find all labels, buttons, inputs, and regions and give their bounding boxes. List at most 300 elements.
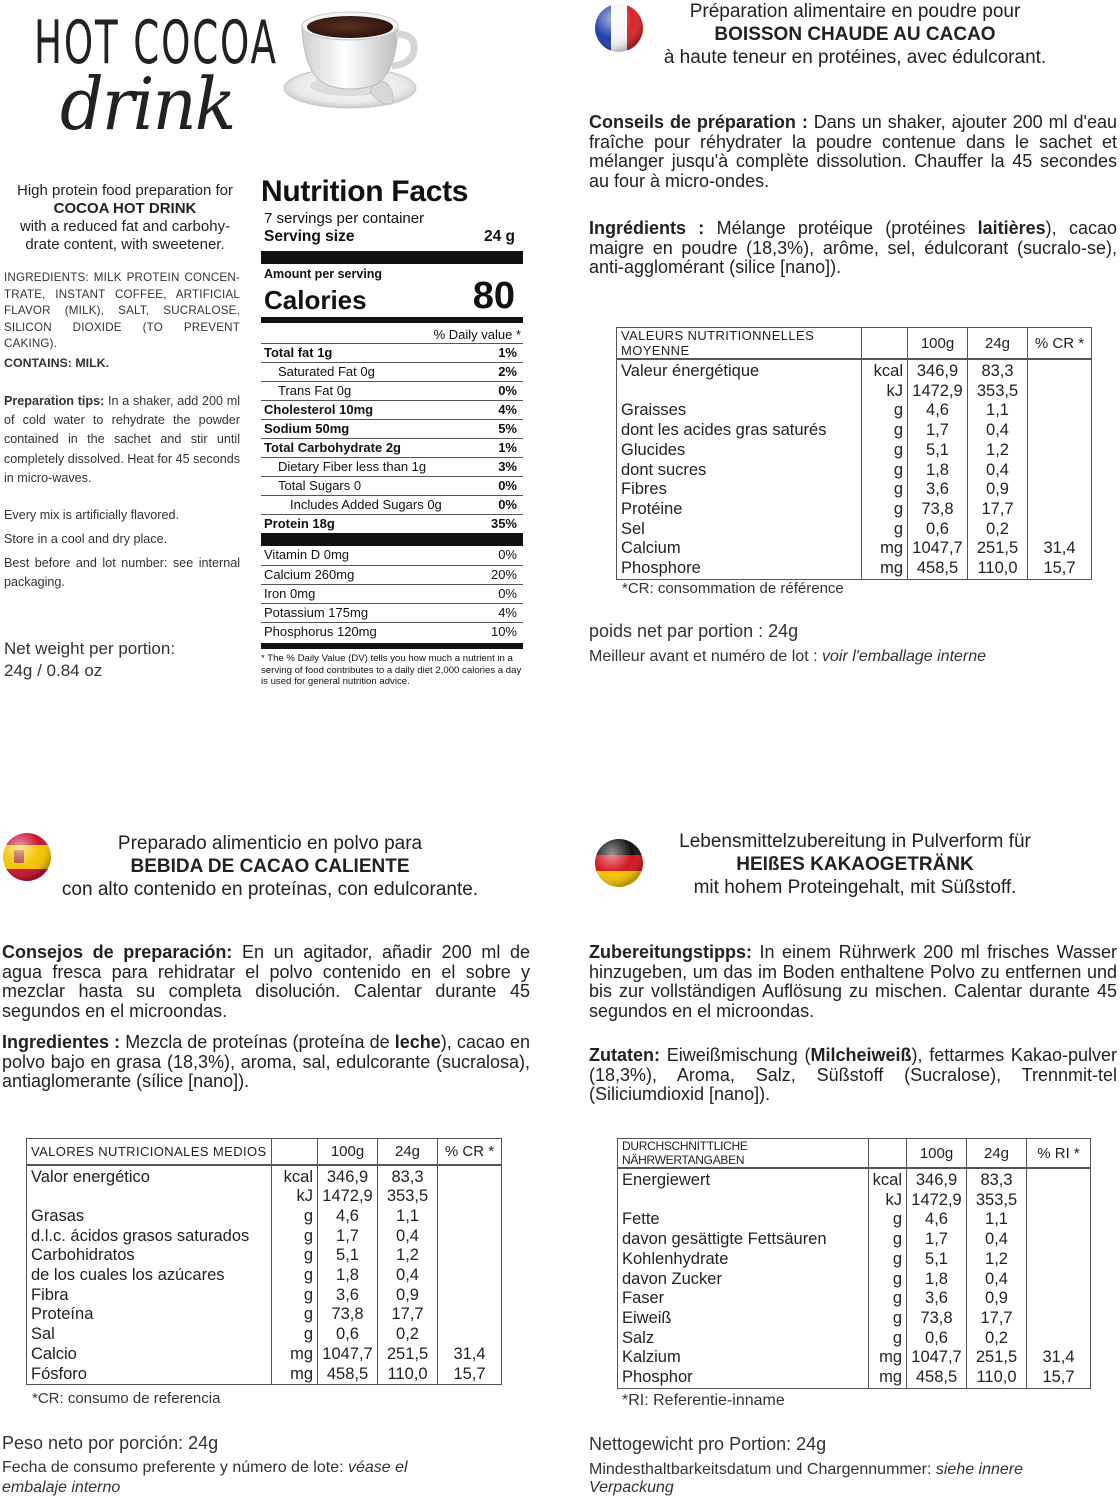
table-cell: 73,8 bbox=[908, 500, 968, 520]
french-prep-label: Conseils de préparation : bbox=[589, 112, 808, 132]
table-cell bbox=[1027, 1230, 1091, 1250]
table-cell bbox=[1027, 1329, 1091, 1349]
nutrient-label: Total Carbohydrate 2g bbox=[264, 440, 402, 455]
table-cell bbox=[1028, 401, 1092, 421]
table-header-cell: % RI * bbox=[1027, 1139, 1091, 1169]
table-header-cell: VALORES NUTRICIONALES MEDIOS bbox=[27, 1139, 272, 1165]
table-cell: 31,4 bbox=[438, 1345, 502, 1365]
table-row bbox=[617, 500, 1092, 520]
table-cell: g bbox=[862, 401, 908, 421]
french-head-line3: à haute teneur en protéines, avec édulcorant. bbox=[663, 47, 1047, 68]
table-cell: 1,8 bbox=[908, 461, 968, 481]
nutrient-row bbox=[261, 343, 523, 362]
table-cell: kcal bbox=[868, 1168, 906, 1191]
table-cell: kJ bbox=[868, 1191, 906, 1211]
vitamin-row bbox=[261, 603, 523, 622]
spanish-table-body bbox=[27, 1165, 502, 1385]
table-cell: 458,5 bbox=[318, 1365, 378, 1385]
table-cell: 15,7 bbox=[1027, 1368, 1091, 1388]
vitamin-dv: 0% bbox=[498, 586, 517, 601]
table-cell bbox=[438, 1305, 502, 1325]
nutrient-row bbox=[261, 514, 523, 533]
spanish-head-line1: Preparado alimenticio en polvo para bbox=[117, 833, 423, 854]
table-cell: 1,7 bbox=[907, 1230, 967, 1250]
german-ing-label: Zutaten: bbox=[589, 1045, 660, 1065]
table-cell: 17,7 bbox=[378, 1305, 438, 1325]
table-cell bbox=[1028, 382, 1092, 402]
table-cell: 110,0 bbox=[968, 559, 1028, 579]
nutrient-label: Saturated Fat 0g bbox=[278, 364, 375, 379]
nutrient-row bbox=[261, 362, 523, 381]
nutrient-label: Sodium 50mg bbox=[264, 421, 350, 436]
table-cell: 4,6 bbox=[907, 1210, 967, 1230]
table-cell bbox=[438, 1187, 502, 1207]
nutrient-dv: 0% bbox=[498, 478, 517, 493]
table-cell: kcal bbox=[272, 1165, 318, 1188]
table-cell bbox=[1028, 480, 1092, 500]
table-row bbox=[617, 421, 1092, 441]
table-cell: 0,4 bbox=[378, 1227, 438, 1247]
nutrient-dv: 2% bbox=[498, 364, 517, 379]
spanish-best-label: Fecha de consumo preferente y número de lote: bbox=[2, 1459, 344, 1476]
table-cell bbox=[1028, 500, 1092, 520]
table-cell: 346,9 bbox=[318, 1165, 378, 1188]
table-cell: 0,2 bbox=[378, 1325, 438, 1345]
germany-flag-icon bbox=[594, 838, 644, 888]
table-row bbox=[27, 1187, 502, 1207]
table-cell bbox=[1028, 461, 1092, 481]
german-prep-text: In einem Rührwerk 200 ml frisches Wasser hinzugeben, um das im Boden enthaltene Polvo zu entfernen und bis zur vollständigen Auflösung zu mischen. Calentar durante 45 segundos en el microondas. bbox=[589, 942, 1117, 1021]
table-cell: g bbox=[868, 1289, 906, 1309]
table-cell: 0,9 bbox=[968, 480, 1028, 500]
table-cell: g bbox=[862, 480, 908, 500]
thick-divider bbox=[261, 533, 523, 546]
table-cell: Fibra bbox=[27, 1286, 272, 1306]
table-header-row bbox=[617, 328, 1092, 360]
spanish-net-weight: Peso neto por porción: 24g bbox=[2, 1433, 219, 1453]
nutrient-row bbox=[261, 381, 523, 400]
table-header-cell: % CR * bbox=[438, 1139, 502, 1165]
table-cell bbox=[438, 1165, 502, 1188]
servings-per-container: 7 servings per container bbox=[264, 210, 425, 227]
french-ing-text1: Mélange protéique (protéines bbox=[716, 218, 966, 238]
table-cell: 15,7 bbox=[438, 1365, 502, 1385]
table-cell: kJ bbox=[272, 1187, 318, 1207]
nutrient-row bbox=[261, 495, 523, 514]
table-cell: 5,1 bbox=[318, 1246, 378, 1266]
table-cell: 1,2 bbox=[378, 1246, 438, 1266]
german-head-line1: Lebensmittelzubereitung in Pulverform für bbox=[679, 831, 1031, 852]
table-cell: Fósforo bbox=[27, 1365, 272, 1385]
vitamin-label: Calcium 260mg bbox=[264, 567, 355, 582]
table-cell: g bbox=[862, 441, 908, 461]
table-cell: 1,2 bbox=[968, 441, 1028, 461]
french-nutrition-table bbox=[616, 327, 1092, 580]
french-ing-text2: ), cacao maigre en poudre (18,3%), arôme, sel, édulcorant (sucralo-se), anti-agglomérant (silice [nano]). bbox=[589, 218, 1117, 278]
german-head-line3: mit hohem Proteingehalt, mit Süßstoff. bbox=[693, 877, 1017, 898]
german-ingredients bbox=[589, 1046, 1117, 1105]
table-row bbox=[27, 1365, 502, 1385]
vitamin-dv: 0% bbox=[498, 547, 517, 562]
table-cell: 1472,9 bbox=[907, 1191, 967, 1211]
table-cell: Faser bbox=[618, 1289, 869, 1309]
table-cell: mg bbox=[862, 559, 908, 579]
table-cell: Energiewert bbox=[618, 1168, 869, 1191]
table-cell: 0,4 bbox=[968, 421, 1028, 441]
table-header-cell: 100g bbox=[908, 328, 968, 360]
nutrient-dv: 4% bbox=[498, 402, 517, 417]
table-cell bbox=[438, 1207, 502, 1227]
table-cell: 17,7 bbox=[967, 1309, 1027, 1329]
table-row bbox=[618, 1230, 1091, 1250]
table-cell: g bbox=[868, 1270, 906, 1290]
table-cell: g bbox=[862, 421, 908, 441]
table-header-cell: 100g bbox=[318, 1139, 378, 1165]
english-contains: CONTAINS: MILK. bbox=[4, 356, 110, 370]
table-cell: mg bbox=[868, 1348, 906, 1368]
french-best-value: voir l'emballage interne bbox=[822, 648, 987, 665]
table-cell: 346,9 bbox=[907, 1168, 967, 1191]
german-table-body bbox=[618, 1168, 1091, 1388]
english-prep bbox=[4, 392, 240, 488]
amount-per-serving: Amount per serving bbox=[264, 267, 383, 281]
french-prep bbox=[589, 113, 1117, 191]
table-cell: 251,5 bbox=[967, 1348, 1027, 1368]
nutrient-dv: 0% bbox=[498, 497, 517, 512]
table-cell bbox=[1027, 1168, 1091, 1191]
table-cell: 0,2 bbox=[967, 1329, 1027, 1349]
table-cell bbox=[617, 382, 862, 402]
table-cell: g bbox=[868, 1329, 906, 1349]
table-cell: 1047,7 bbox=[907, 1348, 967, 1368]
table-cell bbox=[1027, 1270, 1091, 1290]
english-intro-line1: High protein food preparation for bbox=[17, 182, 233, 199]
german-best-label: Mindesthaltbarkeitsdatum und Chargennummer: bbox=[589, 1461, 932, 1478]
table-cell bbox=[618, 1191, 869, 1211]
french-header bbox=[620, 0, 1090, 69]
table-cell: g bbox=[272, 1325, 318, 1345]
nutrient-dv: 1% bbox=[498, 440, 517, 455]
german-prep bbox=[589, 943, 1117, 1021]
spanish-ing-text2: ), cacao en polvo bajo en grasa (18,3%), aroma, sal, edulcorante (sucralosa), antiaglomerante (sílice [nano]). bbox=[2, 1032, 530, 1092]
table-cell: 1,2 bbox=[967, 1250, 1027, 1270]
table-cell bbox=[1028, 421, 1092, 441]
table-row bbox=[27, 1207, 502, 1227]
french-cr-note: *CR: consommation de référence bbox=[622, 580, 844, 597]
table-cell: g bbox=[868, 1230, 906, 1250]
table-cell: Kohlenhydrate bbox=[618, 1250, 869, 1270]
table-cell: 1,1 bbox=[968, 401, 1028, 421]
cocoa-cup-image bbox=[280, 0, 420, 112]
table-cell: g bbox=[272, 1207, 318, 1227]
table-cell: mg bbox=[272, 1345, 318, 1365]
table-row bbox=[617, 520, 1092, 540]
nutrient-dv: 3% bbox=[498, 459, 517, 474]
nutrient-label: Total Sugars 0 bbox=[278, 478, 362, 493]
table-cell: davon gesättigte Fettsäuren bbox=[618, 1230, 869, 1250]
table-cell: Carbohidratos bbox=[27, 1246, 272, 1266]
table-row bbox=[617, 480, 1092, 500]
spanish-best-before bbox=[2, 1458, 472, 1498]
table-row bbox=[618, 1348, 1091, 1368]
table-header-cell: VALEURS NUTRITIONNELLES MOYENNE bbox=[617, 328, 862, 360]
table-cell bbox=[1028, 359, 1092, 382]
french-ingredients bbox=[589, 219, 1117, 278]
calories-value: 80 bbox=[472, 275, 515, 317]
thick-divider bbox=[261, 251, 523, 264]
table-cell: 458,5 bbox=[907, 1368, 967, 1388]
table-cell: Glucides bbox=[617, 441, 862, 461]
table-cell: 1,7 bbox=[318, 1227, 378, 1247]
table-cell: g bbox=[868, 1309, 906, 1329]
german-ri-note: *RI: Referentie-inname bbox=[622, 1392, 785, 1409]
german-head-product: HEIßES KAKAOGETRÄNK bbox=[736, 854, 974, 875]
table-cell: g bbox=[272, 1266, 318, 1286]
vitamin-dv: 10% bbox=[490, 624, 517, 639]
table-header-row bbox=[27, 1139, 502, 1165]
table-cell: 0,9 bbox=[967, 1289, 1027, 1309]
title-drink: drink bbox=[60, 62, 235, 146]
table-header-row bbox=[618, 1139, 1091, 1169]
table-cell: 458,5 bbox=[908, 559, 968, 579]
spanish-prep bbox=[2, 943, 530, 1021]
nutrient-row bbox=[261, 457, 523, 476]
vitamin-dv: 20% bbox=[490, 567, 517, 582]
french-ing-bold: laitières bbox=[977, 218, 1046, 238]
table-cell: 3,6 bbox=[318, 1286, 378, 1306]
french-ing-label: Ingrédients : bbox=[589, 218, 705, 238]
german-best-value: siehe innere Verpackung bbox=[589, 1461, 1024, 1496]
table-cell: g bbox=[868, 1250, 906, 1270]
french-head-line1: Préparation alimentaire en poudre pour bbox=[689, 1, 1021, 22]
table-row bbox=[617, 559, 1092, 579]
spanish-ingredients bbox=[2, 1033, 530, 1092]
table-cell: 17,7 bbox=[968, 500, 1028, 520]
english-best-before: Best before and lot number: see internal packaging. bbox=[4, 556, 240, 589]
spanish-head-product: BEBIDA DE CACAO CALIENTE bbox=[130, 856, 410, 877]
calories-row bbox=[261, 275, 523, 317]
german-header bbox=[640, 830, 1070, 899]
table-cell: kJ bbox=[862, 382, 908, 402]
table-cell: 83,3 bbox=[378, 1165, 438, 1188]
english-net-value: 24g / 0.84 oz bbox=[4, 661, 103, 680]
table-cell: Fette bbox=[618, 1210, 869, 1230]
table-cell: 4,6 bbox=[908, 401, 968, 421]
table-cell: 3,6 bbox=[908, 480, 968, 500]
german-net-weight: Nettogewicht pro Portion: 24g bbox=[589, 1434, 827, 1454]
table-cell: g bbox=[862, 500, 908, 520]
table-cell bbox=[1027, 1289, 1091, 1309]
table-cell: 0,4 bbox=[378, 1266, 438, 1286]
table-cell: 110,0 bbox=[967, 1368, 1027, 1388]
table-cell bbox=[438, 1246, 502, 1266]
table-cell: g bbox=[272, 1286, 318, 1306]
table-cell: mg bbox=[862, 539, 908, 559]
table-cell: 83,3 bbox=[967, 1168, 1027, 1191]
table-cell: g bbox=[868, 1210, 906, 1230]
spanish-ing-label: Ingredientes : bbox=[2, 1032, 121, 1052]
table-cell: Phosphore bbox=[617, 559, 862, 579]
table-cell: 73,8 bbox=[907, 1309, 967, 1329]
table-cell: Valeur énergétique bbox=[617, 359, 862, 382]
german-prep-label: Zubereitungstipps: bbox=[589, 942, 752, 962]
nutrition-facts-title: Nutrition Facts bbox=[261, 175, 469, 208]
table-header-cell bbox=[868, 1139, 906, 1169]
spanish-best-value: véase el embalaje interno bbox=[2, 1459, 408, 1496]
table-cell: Protéine bbox=[617, 500, 862, 520]
table-row bbox=[617, 382, 1092, 402]
nutrient-label: Total fat 1g bbox=[264, 345, 333, 360]
french-head-product: BOISSON CHAUDE AU CACAO bbox=[714, 24, 996, 45]
table-cell: kcal bbox=[862, 359, 908, 382]
nutrient-dv: 0% bbox=[498, 383, 517, 398]
nutrient-row bbox=[261, 419, 523, 438]
table-row bbox=[618, 1270, 1091, 1290]
english-flavor: Every mix is artificially flavored. bbox=[4, 508, 179, 522]
table-cell: Proteína bbox=[27, 1305, 272, 1325]
table-cell: Sal bbox=[27, 1325, 272, 1345]
nutrient-label: Cholesterol 10mg bbox=[264, 402, 374, 417]
table-cell: 0,9 bbox=[378, 1286, 438, 1306]
table-cell: 0,4 bbox=[967, 1270, 1027, 1290]
vitamin-dv: 4% bbox=[498, 605, 517, 620]
table-cell bbox=[1027, 1250, 1091, 1270]
table-cell: 353,5 bbox=[968, 382, 1028, 402]
table-row bbox=[617, 401, 1092, 421]
table-cell: 251,5 bbox=[968, 539, 1028, 559]
table-cell: 1472,9 bbox=[908, 382, 968, 402]
table-cell bbox=[438, 1286, 502, 1306]
table-cell: dont les acides gras saturés bbox=[617, 421, 862, 441]
table-cell: 5,1 bbox=[907, 1250, 967, 1270]
english-prep-text: In a shaker, add 200 ml of cold water to rehydrate the powder contained in the sachet and stir until completely dissolved. Heat for 45 seconds in micro-waves. bbox=[4, 394, 241, 485]
table-row bbox=[617, 461, 1092, 481]
nutrient-dv: 5% bbox=[498, 421, 517, 436]
french-table-body bbox=[617, 359, 1092, 579]
german-ing-bold: Milcheiweiß bbox=[810, 1045, 912, 1065]
table-cell bbox=[1027, 1191, 1091, 1211]
table-header-cell: % CR * bbox=[1028, 328, 1092, 360]
spanish-ing-bold: leche bbox=[394, 1032, 441, 1052]
spanish-header bbox=[20, 832, 520, 901]
table-cell bbox=[1027, 1210, 1091, 1230]
table-row bbox=[618, 1309, 1091, 1329]
spanish-nutrition-table bbox=[26, 1138, 502, 1385]
french-best-label: Meilleur avant et numéro de lot : bbox=[589, 648, 818, 665]
table-row bbox=[618, 1289, 1091, 1309]
table-row bbox=[618, 1329, 1091, 1349]
table-row bbox=[617, 441, 1092, 461]
table-cell: Calcio bbox=[27, 1345, 272, 1365]
table-cell: Sel bbox=[617, 520, 862, 540]
table-cell: 1472,9 bbox=[318, 1187, 378, 1207]
table-row bbox=[618, 1368, 1091, 1388]
table-row bbox=[618, 1250, 1091, 1270]
table-row bbox=[618, 1210, 1091, 1230]
spanish-head-line3: con alto contenido en proteínas, con edulcorante. bbox=[61, 879, 479, 900]
table-cell: 0,2 bbox=[968, 520, 1028, 540]
table-row bbox=[617, 539, 1092, 559]
german-best-before bbox=[589, 1461, 1089, 1497]
table-row bbox=[617, 359, 1092, 382]
table-cell: 1,8 bbox=[318, 1266, 378, 1286]
table-cell: Valor energético bbox=[27, 1165, 272, 1188]
table-cell: 0,6 bbox=[318, 1325, 378, 1345]
table-cell: g bbox=[272, 1227, 318, 1247]
english-intro-product: COCOA HOT DRINK bbox=[53, 200, 197, 217]
table-cell: 0,4 bbox=[968, 461, 1028, 481]
table-cell: g bbox=[862, 461, 908, 481]
table-row bbox=[27, 1325, 502, 1345]
english-intro bbox=[4, 182, 246, 254]
table-cell: de los cuales los azúcares bbox=[27, 1266, 272, 1286]
table-header-cell: DURCHSCHNITTLICHE NÄHRWERTANGABEN bbox=[618, 1139, 869, 1169]
table-cell: 3,6 bbox=[907, 1289, 967, 1309]
serving-size-value: 24 g bbox=[483, 228, 515, 245]
table-cell: 31,4 bbox=[1027, 1348, 1091, 1368]
table-header-cell bbox=[862, 328, 908, 360]
table-row bbox=[27, 1305, 502, 1325]
daily-value-header: % Daily value * bbox=[433, 327, 521, 342]
spanish-cr-note: *CR: consumo de referencia bbox=[32, 1390, 221, 1407]
table-cell bbox=[438, 1325, 502, 1345]
spanish-ing-text1: Mezcla de proteínas (proteína de bbox=[125, 1032, 390, 1052]
table-cell: 1,1 bbox=[378, 1207, 438, 1227]
vitamin-label: Iron 0mg bbox=[264, 586, 316, 601]
english-ingredients: INGREDIENTS: MILK PROTEIN CONCEN-TRATE, INSTANT COFFEE, ARTIFICIAL FLAVOR (MILK), SALT, SUCRALOSE, SILICON DIOXIDE (TO PREVENT CAKING). bbox=[4, 271, 240, 350]
daily-value-footnote: * The % Daily Value (DV) tells you how much a nutrient in a serving of food contributes to a daily diet 2,000 calories a day is used for general nutrition advice. bbox=[261, 643, 523, 688]
table-cell: davon Zucker bbox=[618, 1270, 869, 1290]
english-intro-line3: with a reduced fat and carbohy-drate content, with sweetener. bbox=[19, 218, 231, 253]
table-cell: Grasas bbox=[27, 1207, 272, 1227]
table-cell: g bbox=[272, 1305, 318, 1325]
english-net-label: Net weight per portion: bbox=[4, 639, 176, 658]
vitamin-label: Vitamin D 0mg bbox=[264, 547, 350, 562]
french-prep-text: Dans un shaker, ajouter 200 ml d'eau fraîche pour réhydrater la poudre contenue dans le sachet et mélanger jusqu'à complète dissolution. Chauffer la 45 secondes au four à micro-ondes. bbox=[589, 112, 1117, 191]
table-cell: 73,8 bbox=[318, 1305, 378, 1325]
nutrient-dv: 1% bbox=[498, 345, 517, 360]
french-best-before bbox=[589, 648, 1117, 666]
table-cell: 110,0 bbox=[378, 1365, 438, 1385]
table-row bbox=[27, 1286, 502, 1306]
table-cell: mg bbox=[272, 1365, 318, 1385]
table-cell: 1,1 bbox=[967, 1210, 1027, 1230]
table-row bbox=[27, 1266, 502, 1286]
table-cell: 353,5 bbox=[378, 1187, 438, 1207]
table-cell: 0,6 bbox=[908, 520, 968, 540]
serving-size-row bbox=[261, 227, 523, 247]
table-row bbox=[27, 1246, 502, 1266]
calories-label: Calories bbox=[264, 285, 367, 315]
vitamin-row bbox=[261, 546, 523, 565]
table-header-cell: 24g bbox=[967, 1139, 1027, 1169]
table-row bbox=[27, 1227, 502, 1247]
english-prep-label: Preparation tips: bbox=[4, 394, 105, 408]
table-cell: Graisses bbox=[617, 401, 862, 421]
table-cell bbox=[438, 1227, 502, 1247]
nutrient-row bbox=[261, 438, 523, 457]
table-cell: 1047,7 bbox=[318, 1345, 378, 1365]
title-hot-cocoa: HOT COCOA bbox=[34, 8, 278, 78]
table-cell bbox=[1027, 1309, 1091, 1329]
german-ing-text2: ), fettarmes Kakao-pulver (18,3%), Aroma, Salz, Süßstoff (Sucralose), Trennmit-tel (Siliciumdioxid [nano]). bbox=[589, 1045, 1117, 1105]
vitamin-row bbox=[261, 565, 523, 584]
nutrient-dv: 35% bbox=[490, 516, 517, 531]
table-cell: 4,6 bbox=[318, 1207, 378, 1227]
nutrient-label: Trans Fat 0g bbox=[278, 383, 352, 398]
nutrient-label: Protein 18g bbox=[264, 516, 335, 531]
nutrient-row bbox=[261, 476, 523, 495]
